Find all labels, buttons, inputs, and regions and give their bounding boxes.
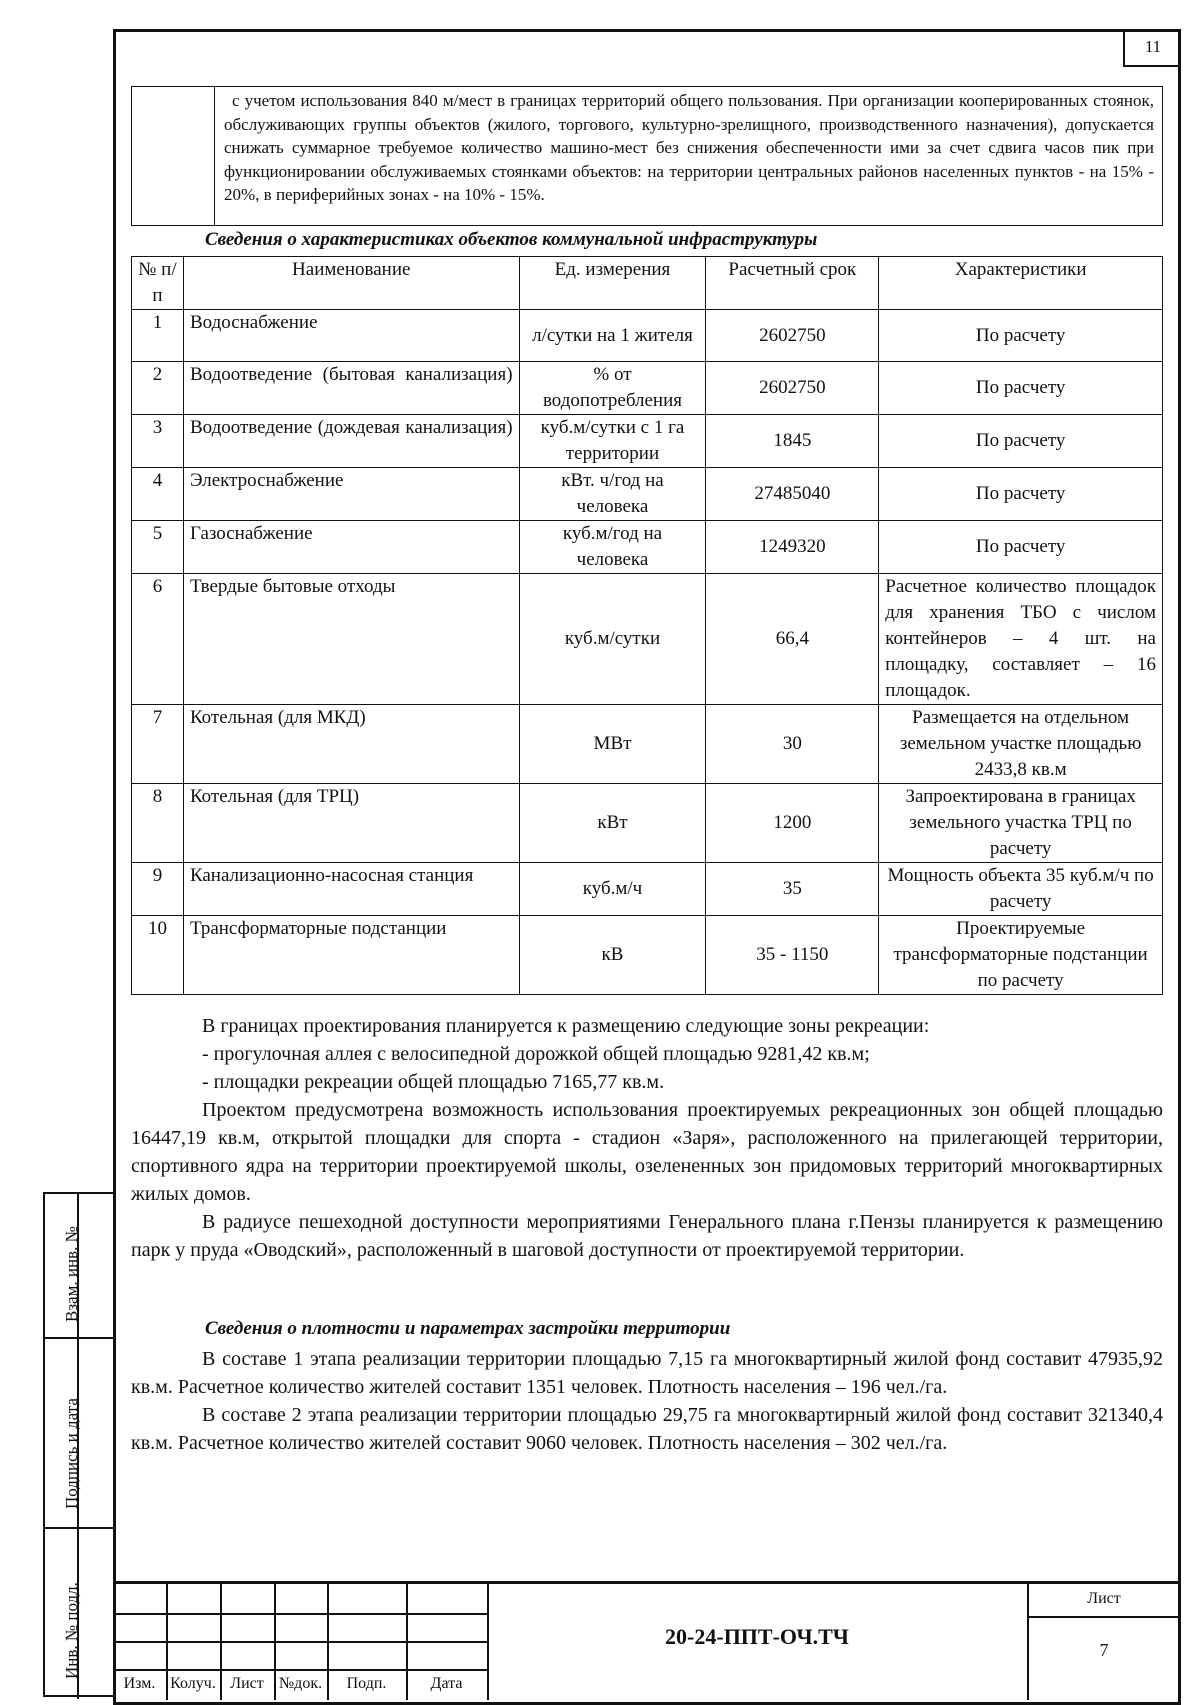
row-chars: По расчету <box>879 362 1163 415</box>
row-chars: По расчету <box>879 310 1163 362</box>
label-podp: Подп. <box>346 1675 387 1692</box>
row-chars: По расчету <box>879 521 1163 574</box>
table-row <box>132 415 1163 468</box>
density-section-title: Сведения о плотности и параметрах застройки территории <box>205 1318 731 1339</box>
row-unit: куб.м/ч <box>519 863 706 916</box>
table-row <box>132 916 1163 995</box>
row-term: 1845 <box>706 415 879 468</box>
density-section <box>131 1345 1163 1457</box>
row-chars: Запроектирована в границах земельного участка ТРЦ по расчету <box>879 784 1163 863</box>
table-row <box>132 784 1163 863</box>
strip-podpis-cell <box>45 1339 113 1529</box>
recreation-paragraph: Проектом предусмотрена возможность использования проектируемых рекреационных зон общей площадью 16447,19 кв.м, открытой площадки для спорта - стадион «Заря», расположенного на прилегающей территории, спортивного ядра на территории проектируемой школы, озелененных зон придомовых территорий многоквартирных жилых домов. <box>131 1099 1163 1205</box>
row-name: Водоснабжение <box>183 310 519 362</box>
side-strip <box>43 1192 113 1697</box>
row-name: Котельная (для МКД) <box>183 705 519 784</box>
row-num: 1 <box>132 310 184 362</box>
row-chars: По расчету <box>879 468 1163 521</box>
row-unit: кВт. ч/год на человека <box>519 468 706 521</box>
note-box <box>131 86 1163 226</box>
row-num: 7 <box>132 705 184 784</box>
row-num: 4 <box>132 468 184 521</box>
table-row <box>132 468 1163 521</box>
density-paragraph: В составе 1 этапа реализации территории площадью 7,15 га многоквартирный жилой фонд составит 47935,92 кв.м. Расчетное количество жителей составит 1351 человек. Плотность населения – 196 чел./га. <box>131 1348 1163 1398</box>
page-number: 11 <box>1123 29 1181 67</box>
row-name: Электроснабжение <box>183 468 519 521</box>
row-num: 9 <box>132 863 184 916</box>
row-term: 27485040 <box>706 468 879 521</box>
row-unit: куб.м/сутки <box>519 574 706 705</box>
row-chars: Расчетное количество площадок для хранения ТБО с числом контейнеров – 4 шт. на площадку, составляет – 16 площадок. <box>879 574 1163 705</box>
table-row <box>132 705 1163 784</box>
label-koluch: Колуч. <box>170 1675 216 1692</box>
note-left-cell <box>132 87 215 225</box>
infra-table <box>131 256 1163 995</box>
row-name: Канализационно-насосная станция <box>183 863 519 916</box>
row-unit: кВ <box>519 916 706 995</box>
row-num: 2 <box>132 362 184 415</box>
strip-podpis-label: Подпись и дата <box>62 1398 81 1509</box>
row-name: Трансформаторные подстанции <box>183 916 519 995</box>
recreation-item: - прогулочная аллея с велосипедной дорожкой общей площадью 9281,42 кв.м; <box>202 1043 870 1065</box>
row-term: 35 <box>706 863 879 916</box>
row-name: Котельная (для ТРЦ) <box>183 784 519 863</box>
row-num: 8 <box>132 784 184 863</box>
density-paragraph: В составе 2 этапа реализации территории площадью 29,75 га многоквартирный жилой фонд составит 321340,4 кв.м. Расчетное количество жителей составит 9060 человек. Плотность населения – 302 чел./га. <box>131 1404 1163 1454</box>
header-num: № п/п <box>132 257 184 310</box>
header-term: Расчетный срок <box>706 257 879 310</box>
table-row <box>132 362 1163 415</box>
recreation-intro: В границах проектирования планируется к размещению следующие зоны рекреации: <box>202 1015 930 1037</box>
document-code: 20-24-ППТ-ОЧ.ТЧ <box>665 1624 849 1649</box>
row-unit: л/сутки на 1 жителя <box>519 310 706 362</box>
note-text: с учетом использования 840 м/мест в границах территорий общего пользования. При организации кооперированных стоянок, обслуживающих группы объектов (жилого, торгового, культурно-зрелищного, производственного назначения), допускается снижать суммарное требуемое количество машино-мест без снижения обеспеченности ими за счет сдвига часов пик при функционировании обслуживаемых стоянками объектов: на территории центральных районов населенных пунктов - на 15% - 20%, в периферийных зонах - на 10% - 15%. <box>224 91 1154 204</box>
strip-inv-label: Инв. № подл. <box>62 1582 81 1679</box>
table-header-row <box>132 257 1163 310</box>
row-unit: % от водопотребления <box>519 362 706 415</box>
row-unit: куб.м/сутки с 1 га территории <box>519 415 706 468</box>
strip-vzam-cell <box>45 1194 113 1339</box>
row-unit: кВт <box>519 784 706 863</box>
strip-inv-cell <box>45 1529 113 1699</box>
strip-vzam-label: Взам. инв. № <box>62 1226 81 1322</box>
row-unit: МВт <box>519 705 706 784</box>
row-num: 5 <box>132 521 184 574</box>
recreation-paragraph: В радиусе пешеходной доступности мероприятиями Генерального плана г.Пензы планируется к размещению парк у пруда «Оводский», расположенный в шаговой доступности от проектируемой территории. <box>131 1211 1163 1261</box>
label-list: Лист <box>230 1675 264 1692</box>
row-num: 10 <box>132 916 184 995</box>
table-row <box>132 574 1163 705</box>
table-row <box>132 521 1163 574</box>
row-num: 6 <box>132 574 184 705</box>
row-term: 35 - 1150 <box>706 916 879 995</box>
row-term: 1249320 <box>706 521 879 574</box>
row-chars: Мощность объекта 35 куб.м/ч по расчету <box>879 863 1163 916</box>
header-chars: Характеристики <box>879 257 1163 310</box>
row-term: 1200 <box>706 784 879 863</box>
header-name: Наименование <box>183 257 519 310</box>
row-unit: куб.м/год на человека <box>519 521 706 574</box>
row-name: Водоотведение (бытовая канализация) <box>183 362 519 415</box>
header-unit: Ед. измерения <box>519 257 706 310</box>
row-chars: По расчету <box>879 415 1163 468</box>
title-block <box>113 1581 1181 1697</box>
label-data: Дата <box>430 1675 463 1692</box>
table-row <box>132 863 1163 916</box>
recreation-item: - площадки рекреации общей площадью 7165,77 кв.м. <box>202 1071 665 1093</box>
row-term: 30 <box>706 705 879 784</box>
row-term: 2602750 <box>706 362 879 415</box>
row-chars: Проектируемые трансформаторные подстанции по расчету <box>879 916 1163 995</box>
label-izm: Изм. <box>123 1675 156 1692</box>
row-chars: Размещается на отдельном земельном участке площадью 2433,8 кв.м <box>879 705 1163 784</box>
table-row <box>132 310 1163 362</box>
row-name: Водоотведение (дождевая канализация) <box>183 415 519 468</box>
infra-section-title: Сведения о характеристиках объектов коммунальной инфраструктуры <box>205 229 818 250</box>
sheet-number: 7 <box>1099 1640 1109 1660</box>
row-num: 3 <box>132 415 184 468</box>
row-name: Газоснабжение <box>183 521 519 574</box>
row-term: 2602750 <box>706 310 879 362</box>
row-term: 66,4 <box>706 574 879 705</box>
recreation-section <box>131 1012 1163 1264</box>
label-ndok: №док. <box>278 1675 323 1692</box>
row-name: Твердые бытовые отходы <box>183 574 519 705</box>
sheet-label: Лист <box>1087 1590 1121 1607</box>
